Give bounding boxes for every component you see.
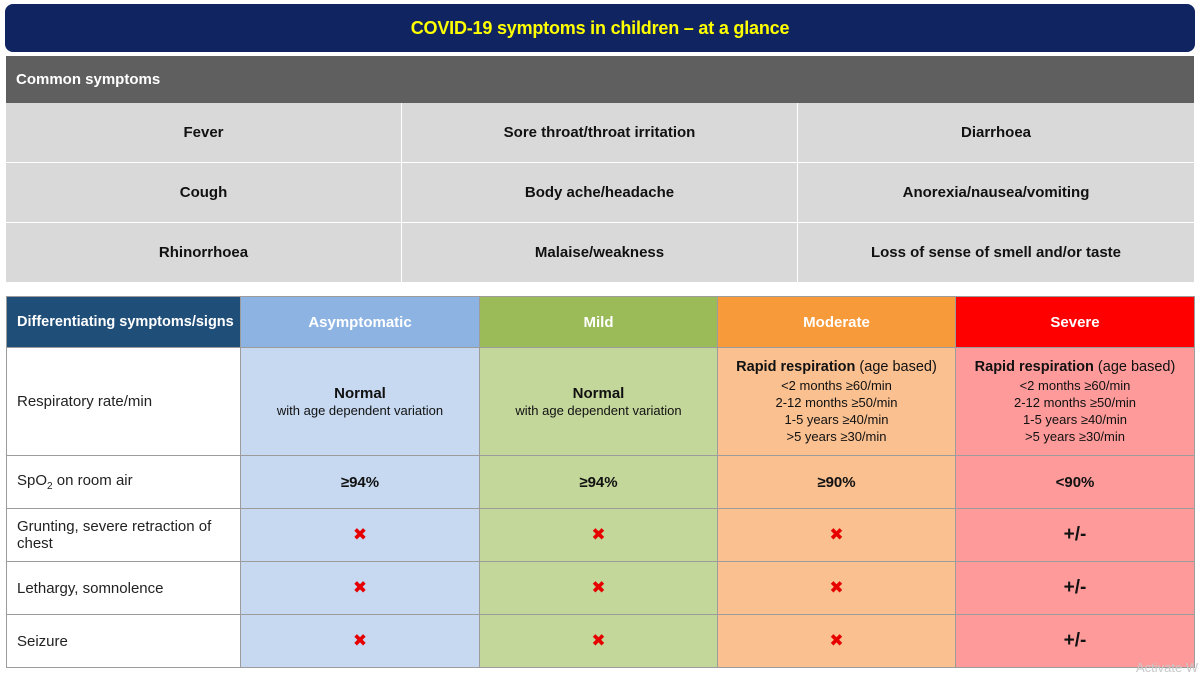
- rate-line: <2 months ≥60/min: [781, 378, 892, 393]
- cell-mild: [480, 562, 718, 615]
- plus-minus-value: +/-: [1063, 630, 1087, 651]
- activation-watermark: Activate W: [1136, 660, 1199, 674]
- rapid-note: (age based): [855, 359, 937, 375]
- cell-severe: [956, 509, 1195, 562]
- common-symptoms-grid: [6, 103, 1194, 283]
- rate-line: 2-12 months ≥50/min: [775, 395, 898, 410]
- cell-value: Normal: [334, 384, 386, 402]
- spo2-value: ≥94%: [340, 473, 380, 491]
- cell-value: Normal: [572, 384, 625, 402]
- common-symptom: Body ache/headache: [402, 163, 798, 223]
- cell-heading: [956, 358, 1194, 377]
- cell-severe: [956, 348, 1195, 456]
- spo2-value: ≥94%: [579, 473, 618, 491]
- rate-line: >5 years ≥30/min: [786, 429, 887, 444]
- cell-note: with age dependent variation: [276, 402, 444, 418]
- common-symptoms-header: Common symptoms: [6, 56, 1194, 103]
- cell-mild: [480, 456, 718, 509]
- row-label: Seizure: [7, 615, 241, 668]
- differentiating-table: [6, 296, 1195, 668]
- cell-mild: [480, 615, 718, 668]
- spo2-rest: on room air: [52, 472, 133, 489]
- common-symptom: Rhinorrhoea: [6, 223, 402, 283]
- rapid-label: Rapid respiration: [974, 359, 1094, 375]
- cell-moderate: [718, 348, 956, 456]
- rate-line: 2-12 months ≥50/min: [1013, 395, 1137, 410]
- row-label: [7, 456, 241, 509]
- common-symptom: Fever: [6, 103, 402, 163]
- table-row-seizure: [7, 615, 1195, 668]
- common-symptom: Cough: [6, 163, 402, 223]
- row-label: Respiratory rate/min: [7, 348, 241, 456]
- cell-heading: [718, 358, 955, 377]
- header-differentiating: Differentiating symptoms/signs: [7, 297, 241, 348]
- cell-asymptomatic: [241, 615, 480, 668]
- rapid-label: Rapid respiration: [736, 359, 856, 375]
- header-moderate: Moderate: [718, 297, 956, 348]
- cell-asymptomatic: [241, 562, 480, 615]
- cross-icon: ✖: [829, 631, 844, 650]
- header-asymptomatic: Asymptomatic: [241, 297, 480, 348]
- row-label: Lethargy, somnolence: [7, 562, 241, 615]
- cross-icon: ✖: [829, 578, 844, 597]
- table-row-respiratory: [7, 348, 1195, 456]
- common-symptom: Anorexia/nausea/vomiting: [798, 163, 1194, 223]
- cell-mild: [480, 348, 718, 456]
- header-mild: Mild: [480, 297, 718, 348]
- spo2-main: SpO: [17, 472, 48, 489]
- header-severe: Severe: [956, 297, 1195, 348]
- rapid-note: (age based): [1093, 359, 1176, 375]
- cell-moderate: [718, 509, 956, 562]
- cell-note: with age dependent variation: [515, 402, 682, 418]
- plus-minus-value: +/-: [1063, 577, 1087, 598]
- spo2-value: ≥90%: [817, 473, 856, 491]
- common-symptom: Sore throat/throat irritation: [402, 103, 798, 163]
- cell-asymptomatic: [241, 509, 480, 562]
- row-label: Grunting, severe retraction of chest: [7, 509, 241, 562]
- cross-icon: ✖: [352, 631, 368, 650]
- plus-minus-value: +/-: [1063, 524, 1087, 545]
- rate-line: >5 years ≥30/min: [1025, 429, 1125, 444]
- cell-moderate: [718, 562, 956, 615]
- cross-icon: ✖: [352, 525, 368, 544]
- common-symptom: Diarrhoea: [798, 103, 1194, 163]
- table-row-grunting: [7, 509, 1195, 562]
- common-symptom: Loss of sense of smell and/or taste: [798, 223, 1194, 283]
- cell-asymptomatic: [241, 456, 480, 509]
- rate-line: 1-5 years ≥40/min: [784, 412, 889, 427]
- spo2-sub: 2: [47, 481, 53, 492]
- common-symptom: Malaise/weakness: [402, 223, 798, 283]
- cell-moderate: [718, 456, 956, 509]
- spo2-value: <90%: [1055, 473, 1095, 491]
- cross-icon: ✖: [591, 631, 606, 650]
- cross-icon: ✖: [829, 525, 844, 544]
- table-row-spo2: [7, 456, 1195, 509]
- rate-line: 1-5 years ≥40/min: [1023, 412, 1127, 427]
- cell-moderate: [718, 615, 956, 668]
- cell-severe: [956, 562, 1195, 615]
- cell-severe: [956, 456, 1195, 509]
- cross-icon: ✖: [352, 578, 368, 597]
- cell-asymptomatic: [241, 348, 480, 456]
- cell-mild: [480, 509, 718, 562]
- cross-icon: ✖: [591, 578, 606, 597]
- table-header-row: [7, 297, 1195, 348]
- table-row-lethargy: [7, 562, 1195, 615]
- page-title: COVID-19 symptoms in children – at a glance: [5, 4, 1195, 52]
- cross-icon: ✖: [591, 525, 606, 544]
- rate-line: <2 months ≥60/min: [1019, 378, 1131, 393]
